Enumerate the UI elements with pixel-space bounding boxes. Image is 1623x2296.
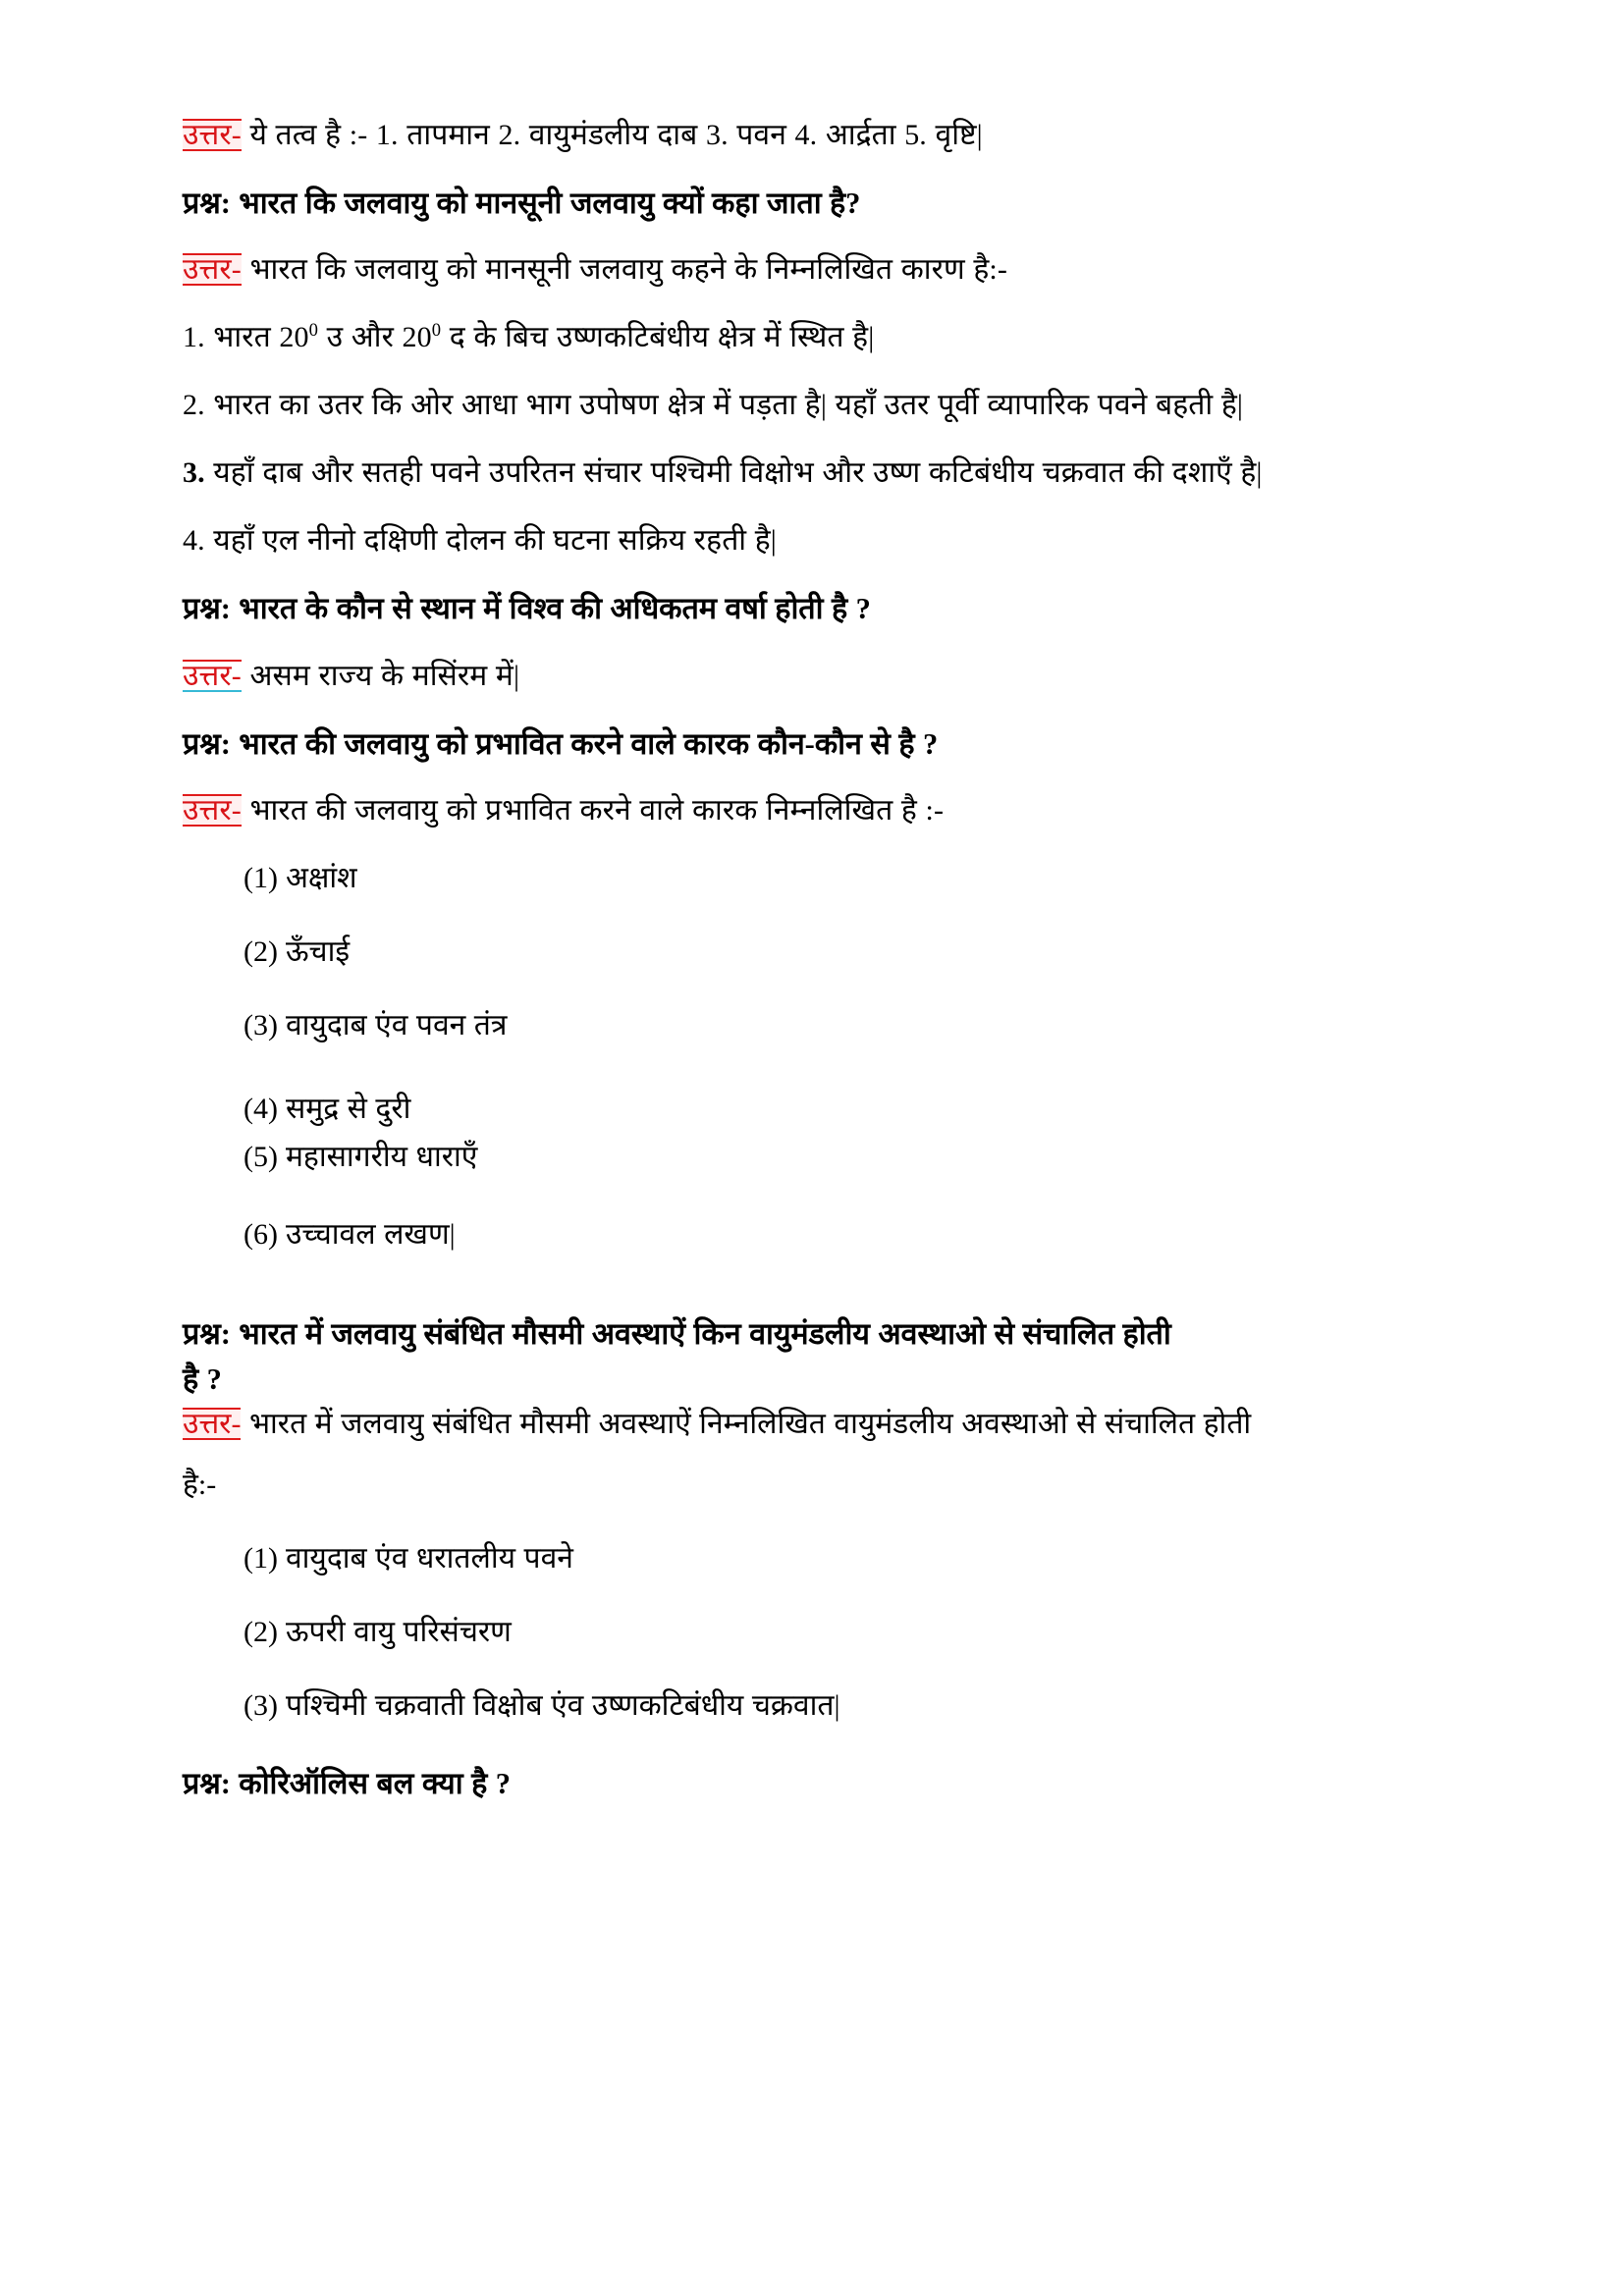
section-spacer	[183, 1289, 1436, 1314]
list-item	[183, 1138, 1436, 1176]
question-weather-conditions-line2: है ?	[183, 1362, 222, 1396]
list-item	[183, 933, 1436, 971]
answer-climate-elements	[183, 116, 1436, 154]
list-item	[183, 1090, 1436, 1128]
list-item	[183, 1539, 1436, 1577]
answer-monsoon-reason-3	[183, 454, 1436, 492]
list-text: ऊपरी वायु परिसंचरण	[285, 1616, 512, 1649]
answer-text: असम राज्य के मसिंरम में|	[241, 659, 520, 692]
answer-monsoon-reason-4	[183, 521, 1436, 560]
answer-label: उत्तर-	[183, 659, 242, 692]
answer-label: उत्तर-	[183, 793, 242, 827]
list-index: (1)	[243, 1542, 278, 1575]
list-text: वायुदाब एंव पवन तंत्र	[285, 1008, 508, 1041]
answer-monsoon-intro	[183, 250, 1436, 289]
reason-text-b: उ और 20	[318, 321, 432, 354]
list-index: (2)	[243, 1616, 278, 1649]
degree-superscript-1: 0	[308, 320, 319, 342]
list-text: उच्चावल लखण|	[285, 1217, 456, 1251]
document-body	[183, 116, 1436, 1804]
question-maximum-rainfall: प्रश्न: भारत के कौन से स्थान में विश्व की अधिकतम वर्षा होती है ?	[183, 592, 871, 626]
list-item	[183, 1613, 1436, 1651]
list-number: 2.	[183, 389, 205, 422]
list-text: ऊँचाई	[285, 934, 351, 968]
answer-text: भारत कि जलवायु को मानसूनी जलवायु कहने के निम्नलिखित कारण है:-	[241, 253, 1007, 287]
answer-text: भारत में जलवायु संबंधित मौसमी अवस्थाऐं निम्नलिखित वायुमंडलीय अवस्थाओ से संचालित होती	[241, 1408, 1252, 1441]
question-weather-conditions-line1: प्रश्न: भारत में जलवायु संबंधित मौसमी अवस्थाऐं किन वायुमंडलीय अवस्थाओ से संचालित होती	[183, 1316, 1171, 1351]
list-item	[183, 859, 1436, 897]
list-text: पश्चिमी चक्रवाती विक्षोब एंव उष्णकटिबंधीय चक्रवात|	[285, 1689, 840, 1723]
answer-monsoon-reason-2	[183, 386, 1436, 424]
reason-text-a: भारत 20	[204, 321, 309, 354]
answer-monsoon-reason-1	[183, 318, 1436, 356]
reason-text: यहाँ दाब और सतही पवने उपरितन संचार पश्चिमी विक्षोभ और उष्ण कटिबंधीय चक्रवात की दशाएँ है|	[204, 456, 1263, 490]
list-item	[183, 1006, 1436, 1044]
list-index: (6)	[243, 1217, 278, 1251]
list-item	[183, 1215, 1436, 1254]
answer-climate-factors-intro	[183, 791, 1436, 829]
list-index: (3)	[243, 1008, 278, 1041]
list-item	[183, 1686, 1436, 1725]
list-index: (2)	[243, 934, 278, 968]
answer-label: उत्तर-	[183, 253, 242, 287]
question-coriolis-force: प्रश्न: कोरिऑलिस बल क्या है ?	[183, 1767, 511, 1801]
answer-weather-conditions-line2: है:-	[183, 1468, 217, 1501]
degree-superscript-2: 0	[431, 320, 442, 342]
list-text: महासागरीय धाराएँ	[285, 1140, 478, 1173]
answer-label: उत्तर-	[183, 1408, 242, 1441]
list-text: वायुदाब एंव धरातलीय पवने	[285, 1542, 573, 1575]
list-text: समुद्र से दुरी	[285, 1092, 411, 1125]
list-number: 4.	[183, 524, 205, 558]
list-index: (3)	[243, 1689, 278, 1723]
list-number: 1.	[183, 321, 205, 354]
reason-text-c: द के बिच उष्णकटिबंधीय क्षेत्र में स्थित है|	[441, 321, 875, 354]
list-index: (1)	[243, 861, 278, 894]
question-monsoon-climate: प्रश्न: भारत कि जलवायु को मानसूनी जलवायु क्यों कहा जाता है?	[183, 187, 861, 220]
reason-text: यहाँ एल नीनो दक्षिणी दोलन की घटना सक्रिय रहती है|	[204, 524, 777, 558]
reason-text: भारत का उतर कि ओर आधा भाग उपोषण क्षेत्र में पड़ता है| यहाँ उतर पूर्वी व्यापारिक पवने बहती है|	[204, 389, 1243, 422]
list-text: अक्षांश	[285, 861, 357, 894]
answer-weather-conditions-line1	[183, 1405, 1436, 1444]
answer-text: ये तत्व है :- 1. तापमान 2. वायुमंडलीय दाब 3. पवन 4. आर्द्रता 5. वृष्टि|	[241, 119, 983, 151]
question-climate-factors: प्रश्न: भारत की जलवायु को प्रभावित करने वाले कारक कौन-कौन से है ?	[183, 726, 939, 761]
list-number: 3.	[183, 456, 205, 490]
list-index: (4)	[243, 1092, 278, 1125]
answer-label: उत्तर-	[183, 119, 242, 151]
section-spacer	[183, 1525, 1436, 1539]
list-index: (5)	[243, 1140, 278, 1173]
answer-maximum-rainfall	[183, 657, 1436, 695]
answer-text: भारत की जलवायु को प्रभावित करने वाले कारक निम्नलिखित है :-	[241, 793, 945, 827]
